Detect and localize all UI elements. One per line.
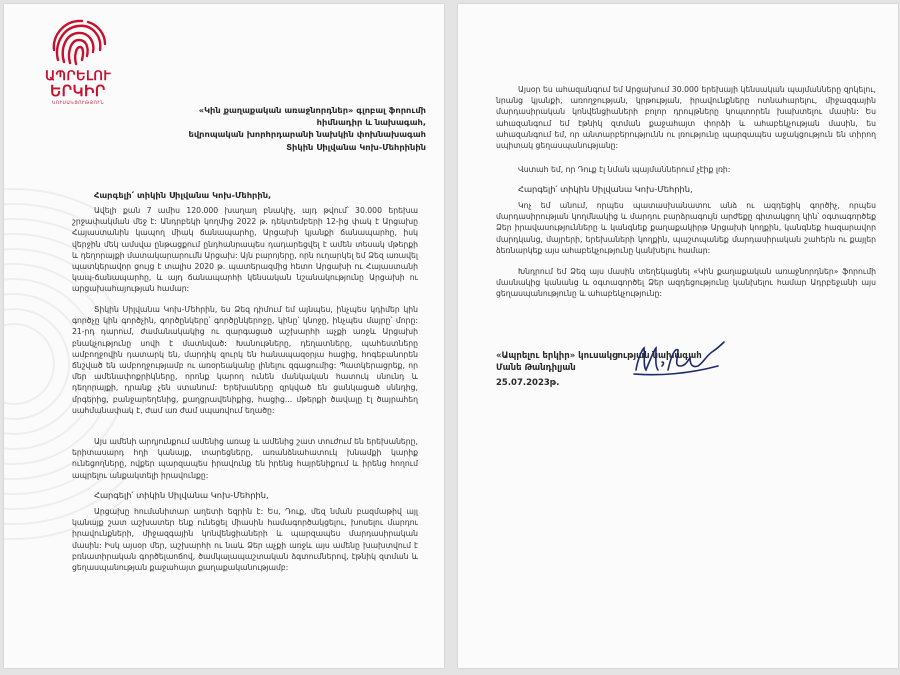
logo-line-1: ԱՊՐԵԼՈՒ	[45, 68, 111, 83]
body-paragraph: Այսօր ես ահազանգում եմ Արցախում 30.000 երեխայի կենսական պայմանները զրկելու, նրանց կյանքի, առողջության, կրթության, իրավունքները ոտնահարելու, միջազգային մարդասիրական կոնվենցիաների բոլոր դրույթները կոպտորեն խախտելու մասին: Ես ահազանգում եմ էթնիկ զտման քաջահայտ փորձի և ահաբեկչության մասին, ես ահազանգում եմ, որ անտարբերությունն ու լռությունը պարզապես աջակցություն են տիրող սպիտակ ցեղասպանությանը:	[496, 85, 876, 151]
body-paragraph: Կոչ եմ անում, որպես պատասխանատու անձ ու ազդեցիկ գործիչ, որպես մարդասիրության կողմնակից և մարդու բարձրագույն արժեքը գիտակցող կին՝ օգտագործեք Ձեր իրավասությունները և կանգնեք քաղաքակիրթ Արցախի կողքին, կանգնեք հազարավոր մարդկանց, մայրերի, երեխաների կողքին, պաշտպանեք մարդասիրական շահերն ու քայլեր ձեռնարկեք այս ահաբեկչությունը կանխելու համար:	[496, 201, 876, 255]
letter-date: 25.07.2023թ.	[496, 378, 560, 388]
body-paragraph: Վստահ եմ, որ Դուք էլ նման պայմաններում չէիք լռի:	[518, 165, 731, 174]
salutation: Հարգելի՛ տիկին Սիլվանա Կոխ-Մեհրին,	[94, 490, 269, 500]
body-paragraph: Տիկին Սիլվանա Կոխ-Մեհրին, ես Ձեզ դիմում եմ այնպես, ինչպես կդիմեր կին գործչը կին գործչին, գործընկերը՝ գործընկերոջը, կինը՝ կնոջը, ինչպես մայրը՝ մորը: 21-րդ դարում, ժամանակակից ու զարգացած աշխարհի աչքի առջև Արցախի բնակչությունը սովի է մատնված: Խանութները, դեղատները, պահեստները ամբողջովին դատարկ են, մարդիկ զուրկ են հանապազօրյա հացից, հոգեբանորեն ճնշված են ամբողջությամբ ու առօրեականը լինելու զգացումից: Պատկերացրեք, որ մեր ամենափոքրիկները, որոնք կարող ունեն մանկական հատուկ սնունդ և դեղորայքի, դրանք չեն ստանում: Երեխաները զրկված են ցանկացած սննդից, մրգերից, բանջարեղենից, քաղցրավենիքից, հացից... մթերքի ծավալը էլ ծայրահեղ սահմանափակ է, ժամ առ ժամ սպառվում եղածը:	[72, 305, 418, 415]
handwritten-signature	[628, 336, 728, 382]
recipient-line: Տիկին Սիլվանա Կոխ-Մեհրինին	[286, 141, 426, 152]
logo-line-2: ԵՐԿԻՐ	[50, 83, 106, 100]
recipient-line: եվրոպական խորհրդարանի նախկին փոխնախագահ	[188, 129, 426, 140]
body-paragraph: Այս ամենի արդյունքում ամենից առաջ և ամենից շատ տուժում են երեխաները, երիտասարդ հղի կանայք, տարեցները, առանձնահատուկ խնամքի կարիք ունեցողները, ովքեր պարզապես իրավունք են իրենց հայրենիքում և իրենց հողում ապրելու անքակտելի իրավունքը:	[72, 437, 418, 480]
fingerprint-icon	[48, 18, 108, 70]
recipient-block	[154, 104, 426, 153]
logo-subtitle: ԿՈՒՍԱԿՑՈՒԹՅՈՒՆ	[51, 101, 105, 106]
letter-page-1	[4, 4, 444, 668]
party-logo	[30, 18, 120, 114]
letter-page-2	[458, 4, 898, 668]
body-paragraph: Ավելի քան 7 ամիս 120.000 խաղաղ բնակիչ, այդ թվում՝ 30.000 երեխա շրջափակման մեջ է: Անդրբեկի կողմից 2022 թ. դեկտեմբերի 12-ից փակ է Արցախը Հայաստանին կապող միակ ճանապարհը, Արցախի կյանքի ճանապարհը, իսկ վերջին մեկ ամսվա ընթացքում ընդհանրապես դադարեցվել է ամեն տեսակ մթերքի և դեղորայքի մատակարարումն Արցախ: Այն բարոյերը, որն ուղարկել եմ Ձեզ առավել պատկերավոր ցույց է տալիս 2020 թ. պատերազմից հետո Արցախի ու Հայաստանի կապ-ճանապարհը, և այդ ճանապարհի կենսական նշանակությունը Արցախի ու արցախահայության համար:	[72, 206, 418, 294]
recipient-line: հիմնադիր և նախագահ,	[316, 117, 426, 128]
body-paragraph: Խնդրում եմ Ձեզ այս մասին տեղեկացնել «Կին քաղաքական առաջնորդներ» ֆորումի մասնակից կանանց և օգտագործել Ձեր ազդեցությունը կանխելու համար Ադրբեջանի այս ցեղասպանությունը և ահաբեկչությունը:	[496, 267, 876, 299]
body-paragraph: Արցախը հումանիտար աղետի եզրին է: Ես, Դուք, մեզ նման բազմաթիվ այլ կանայք շատ աշխատեր ենք ունեցել միասին համագործակցելու, խոսելու մարդու իրավունքների, միջազգային կոնվենցիաների և պարզապես մարդասիրական մասին: Իսկ այսօր մեր, աշխարհի ու նաև Ձեր աչքի առջև այս ամենը խախտվում է բռնատիրական գործելաոճով, ծամկալապաշտական ձգտումներով, էթնիկ զտման և ցեղասպանության քաջահայտ քաղաքականությամբ:	[72, 507, 418, 573]
signatory-name: Մանե Թանդիլյան	[496, 363, 576, 373]
salutation: Հարգելի՛ տիկին Սիլվանա Կոխ-Մեհրին,	[518, 184, 693, 194]
salutation: Հարգելի՛ տիկին Սիլվանա Կոխ-Մեհրին,	[94, 190, 272, 200]
recipient-line: «Կին քաղաքական առաջնորդներ» գլոբալ ֆորումի	[198, 105, 426, 115]
signatory-title: «Ապրելու երկիր» կուսակցության նախագահ	[496, 351, 702, 361]
